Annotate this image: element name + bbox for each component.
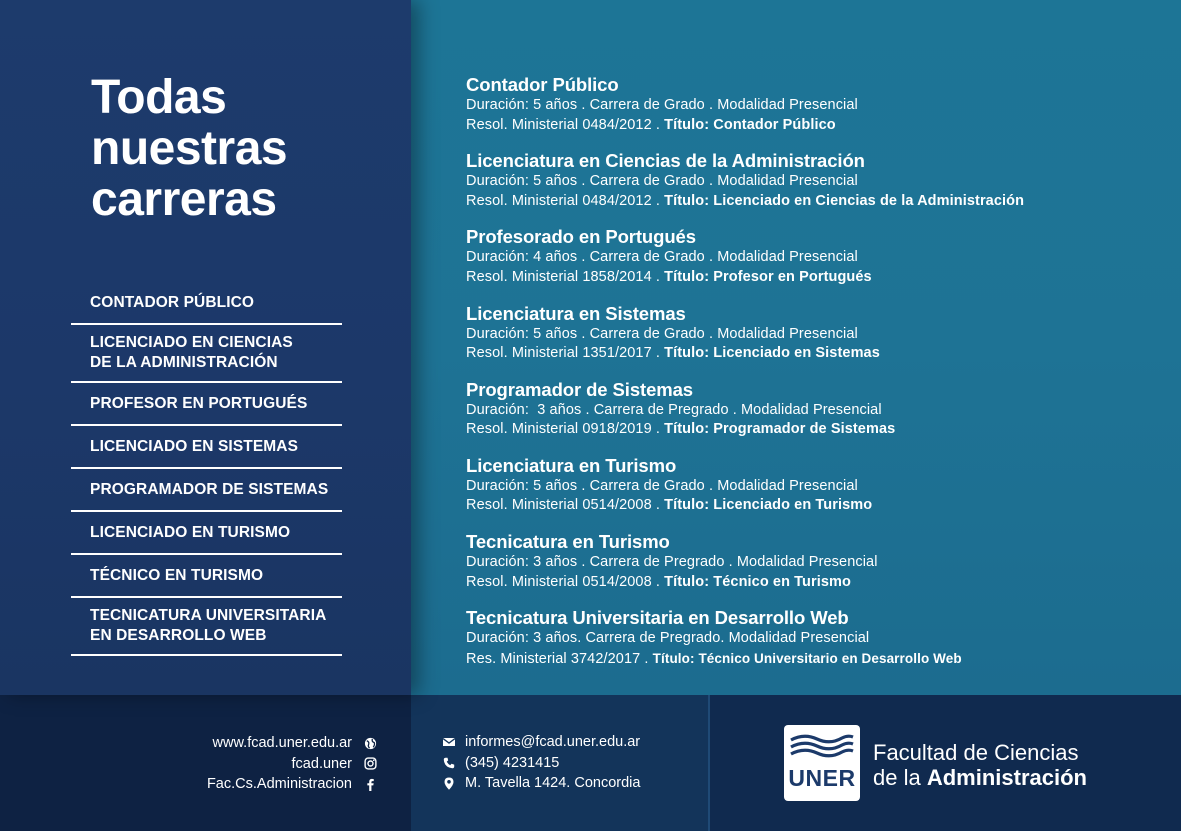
nav-item-licenciado-sistemas[interactable]: LICENCIADO EN SISTEMAS: [71, 426, 342, 469]
program-card: [466, 531, 1166, 607]
program-card: [466, 379, 1166, 455]
titulo-value: Licenciado en Sistemas: [709, 345, 880, 362]
program-details: Duración: 5 años . Carrera de Grado . Modalidad Presencial: [466, 173, 858, 190]
faculty-name: [873, 740, 1087, 790]
nav-item-licenciado-administracion[interactable]: LICENCIADO EN CIENCIAS DE LA ADMINISTRACIÓN: [71, 325, 342, 383]
right-panel: [411, 0, 1181, 695]
program-card: [466, 150, 1166, 226]
instagram-link[interactable]: [0, 754, 411, 775]
footer-social-section: [0, 695, 411, 831]
address-text: M. Tavella 1424. Concordia: [465, 775, 641, 792]
program-card: [466, 74, 1166, 150]
career-nav: [71, 282, 342, 656]
program-resolution: Resol. Ministerial 1351/2017 .: [466, 345, 665, 362]
instagram-icon: [363, 757, 377, 771]
program-resolution: Resol. Ministerial 0514/2008 .: [466, 497, 665, 514]
program-card: [466, 226, 1166, 302]
program-details: Duración: 3 años . Carrera de Pregrado . Modalidad Presencial: [466, 401, 882, 418]
contact-info: [442, 732, 640, 794]
titulo-value: Licenciado en Turismo: [709, 497, 873, 514]
facebook-icon: [363, 777, 377, 791]
facebook-text[interactable]: Fac.Cs.Administracion: [206, 776, 352, 793]
program-details: Duración: 4 años . Carrera de Grado . Modalidad Presencial: [466, 249, 858, 266]
program-resolution-line: [466, 344, 1166, 364]
titulo-value: Licenciado en Ciencias de la Administración: [709, 192, 1025, 209]
program-resolution: Resol. Ministerial 0514/2008 .: [466, 573, 665, 590]
titulo-label: Título:: [664, 573, 710, 590]
page-title: Todas nuestras carreras: [91, 71, 288, 226]
nav-item-tecnicatura-desarrollo-web[interactable]: TECNICATURA UNIVERSITARIA EN DESARROLLO WEB: [71, 598, 342, 656]
mail-icon: [442, 735, 456, 749]
program-card: [466, 303, 1166, 379]
email-text[interactable]: informes@fcad.uner.edu.ar: [465, 734, 641, 751]
titulo-label: Título:: [664, 497, 710, 514]
titulo-label: Título:: [664, 345, 710, 362]
titulo-value: Técnico Universitario en Desarrollo Web: [694, 650, 962, 666]
program-resolution: Resol. Ministerial 1858/2014 .: [466, 268, 665, 285]
location-pin-icon: [442, 776, 456, 790]
titulo-label: Título:: [652, 650, 695, 666]
program-title: Licenciatura en Ciencias de la Administración: [466, 150, 865, 172]
logo-text: UNER: [788, 765, 856, 791]
phone-row[interactable]: [442, 753, 640, 774]
program-details: Duración: 3 años. Carrera de Pregrado. Modalidad Presencial: [466, 630, 870, 647]
faculty-line-2-bold: Administración: [926, 765, 1087, 790]
email-row[interactable]: [442, 732, 640, 753]
program-details: Duración: 5 años . Carrera de Grado . Modalidad Presencial: [466, 325, 858, 342]
program-resolution-line: [466, 496, 1166, 516]
program-title: Profesorado en Portugués: [466, 226, 696, 248]
program-resolution: Res. Ministerial 3742/2017 .: [466, 650, 653, 667]
program-title: Tecnicatura Universitaria en Desarrollo Web: [466, 607, 849, 629]
program-resolution: Resol. Ministerial 0484/2012 .: [466, 116, 665, 133]
left-panel: [0, 0, 411, 695]
program-resolution-line: [466, 192, 1166, 212]
program-resolution-line: [466, 116, 1166, 136]
uner-logo[interactable]: [784, 725, 860, 801]
program-resolution: Resol. Ministerial 0484/2012 .: [466, 192, 665, 209]
titulo-value: Programador de Sistemas: [709, 421, 896, 438]
program-title: Licenciatura en Turismo: [466, 454, 677, 476]
social-links: [0, 733, 411, 795]
program-resolution-line: [466, 268, 1166, 288]
address-row: [442, 773, 640, 794]
titulo-value: Profesor en Portugués: [709, 268, 872, 285]
nav-item-programador-sistemas[interactable]: PROGRAMADOR DE SISTEMAS: [71, 469, 342, 512]
program-details: Duración: 3 años . Carrera de Pregrado . Modalidad Presencial: [466, 554, 878, 571]
faculty-line-1: Facultad de Ciencias: [873, 740, 1079, 765]
program-details: Duración: 5 años . Carrera de Grado . Modalidad Presencial: [466, 97, 858, 113]
titulo-label: Título:: [664, 268, 710, 285]
program-resolution: Resol. Ministerial 0918/2019 .: [466, 421, 665, 438]
instagram-text[interactable]: fcad.uner: [291, 755, 352, 772]
globe-icon: [363, 736, 377, 750]
phone-text[interactable]: (345) 4231415: [465, 754, 560, 771]
nav-item-contador-publico[interactable]: CONTADOR PÚBLICO: [71, 282, 342, 325]
program-card: [466, 455, 1166, 531]
titulo-label: Título:: [664, 116, 710, 133]
phone-icon: [442, 756, 456, 770]
program-title: Contador Público: [466, 74, 619, 95]
website-text[interactable]: www.fcad.uner.edu.ar: [212, 735, 352, 752]
nav-item-profesor-portugues[interactable]: PROFESOR EN PORTUGUÉS: [71, 383, 342, 426]
nav-item-licenciado-turismo[interactable]: LICENCIADO EN TURISMO: [71, 512, 342, 555]
program-title: Programador de Sistemas: [466, 378, 693, 400]
faculty-line-2: [873, 765, 1087, 790]
program-card: [466, 607, 1166, 683]
titulo-label: Título:: [664, 421, 710, 438]
program-title: Tecnicatura en Turismo: [466, 531, 670, 553]
program-resolution-line: [466, 573, 1166, 593]
program-resolution-line: [466, 420, 1166, 440]
program-resolution-line: [466, 649, 1166, 670]
titulo-label: Título:: [664, 192, 710, 209]
faculty-line-2-prefix: de la: [873, 765, 927, 790]
titulo-value: Contador Público: [709, 116, 836, 133]
program-title: Licenciatura en Sistemas: [466, 302, 686, 324]
program-list: [466, 74, 1166, 684]
waves-icon: [784, 725, 860, 765]
program-details: Duración: 5 años . Carrera de Grado . Modalidad Presencial: [466, 477, 858, 494]
website-link[interactable]: [0, 733, 411, 754]
facebook-link[interactable]: [0, 774, 411, 795]
nav-item-tecnico-turismo[interactable]: TÉCNICO EN TURISMO: [71, 555, 342, 598]
titulo-value: Técnico en Turismo: [709, 573, 851, 590]
